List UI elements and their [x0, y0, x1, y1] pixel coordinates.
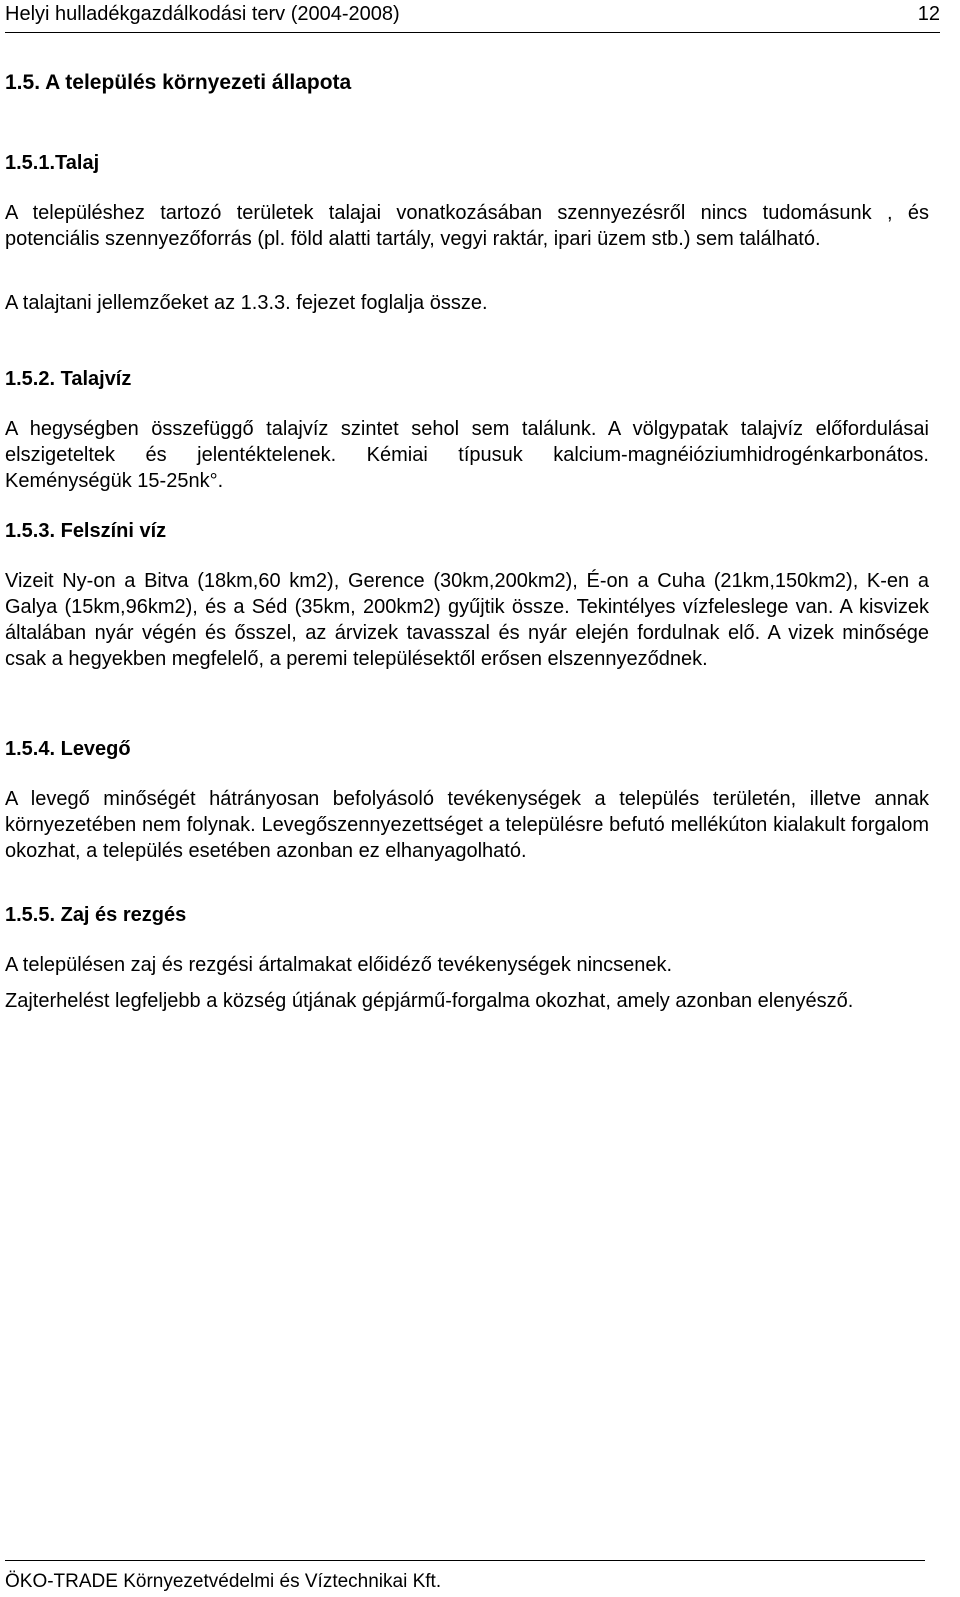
footer-company: ÖKO-TRADE Környezetvédelmi és Víztechnikai Kft.: [5, 1571, 442, 1592]
header-divider: [5, 32, 940, 33]
subsection-heading-levego: 1.5.4. Levegő: [5, 738, 131, 760]
footer-divider: [5, 1560, 925, 1561]
subsection-heading-zaj-es-rezges: 1.5.5. Zaj és rezgés: [5, 904, 187, 926]
paragraph-talaj-1: A településhez tartozó területek talajai vonatkozásában szennyezésről nincs tudomásunk , és potenciális szennyezőforrás (pl. föld alatti tartály, vegyi raktár, ipari üzem stb.) sem található.: [5, 202, 929, 250]
subsection-heading-talajviz: 1.5.2. Talajvíz: [5, 368, 132, 390]
subsection-heading-talaj: 1.5.1.Talaj: [5, 152, 100, 174]
page-footer: [5, 1560, 925, 1596]
paragraph-levego: A levegő minőségét hátrányosan befolyásoló tevékenységek a település területén, illetve annak környezetében nem folynak. Levegőszennyezettséget a településre befutó mellékúton kialakult forgalom okozhat, a település esetében azonban ez elhanyagolható.: [5, 788, 929, 862]
paragraph-zaj-1: A településen zaj és rezgési ártalmakat előidéző tevékenységek nincsenek.: [5, 954, 673, 976]
paragraph-zaj-2: Zajterhelést legfeljebb a község útjának gépjármű-forgalma okozhat, amely azonban elenyésző.: [5, 990, 854, 1012]
paragraph-talaj-2: A talajtani jellemzőeket az 1.3.3. fejezet foglalja össze.: [5, 292, 488, 314]
section-heading: 1.5. A település környezeti állapota: [5, 71, 352, 94]
paragraph-felszini-viz: Vizeit Ny-on a Bitva (18km,60 km2), Gerence (30km,200km2), É-on a Cuha (21km,150km2), K-en a Galya (15km,96km2), és a Séd (35km, 200km2) gyűjtik össze. Tekintélyes vízfeleslege van. A kisvizek általában nyár végén és ősszel, az árvizek tavasszal és nyár elején fordulnak elő. A vizek minősége csak a hegyekben megfelelő, a peremi településektől erősen elszennyeződnek.: [5, 570, 929, 670]
paragraph-talajviz: A hegységben összefüggő talajvíz szintet sehol sem találunk. A völgypatak talajvíz előfordulásai elszigeteltek és jelentéktelenek. Kémiai típusuk kalcium-magnéióziumhidrogénkarbonátos. Keménységük 15-25nk°.: [5, 418, 929, 492]
page-number: 12: [917, 3, 940, 25]
subsection-heading-felszini-viz: 1.5.3. Felszíni víz: [5, 520, 167, 542]
page-header: [5, 0, 940, 34]
document-title: Helyi hulladékgazdálkodási terv (2004-2008): [5, 3, 400, 25]
